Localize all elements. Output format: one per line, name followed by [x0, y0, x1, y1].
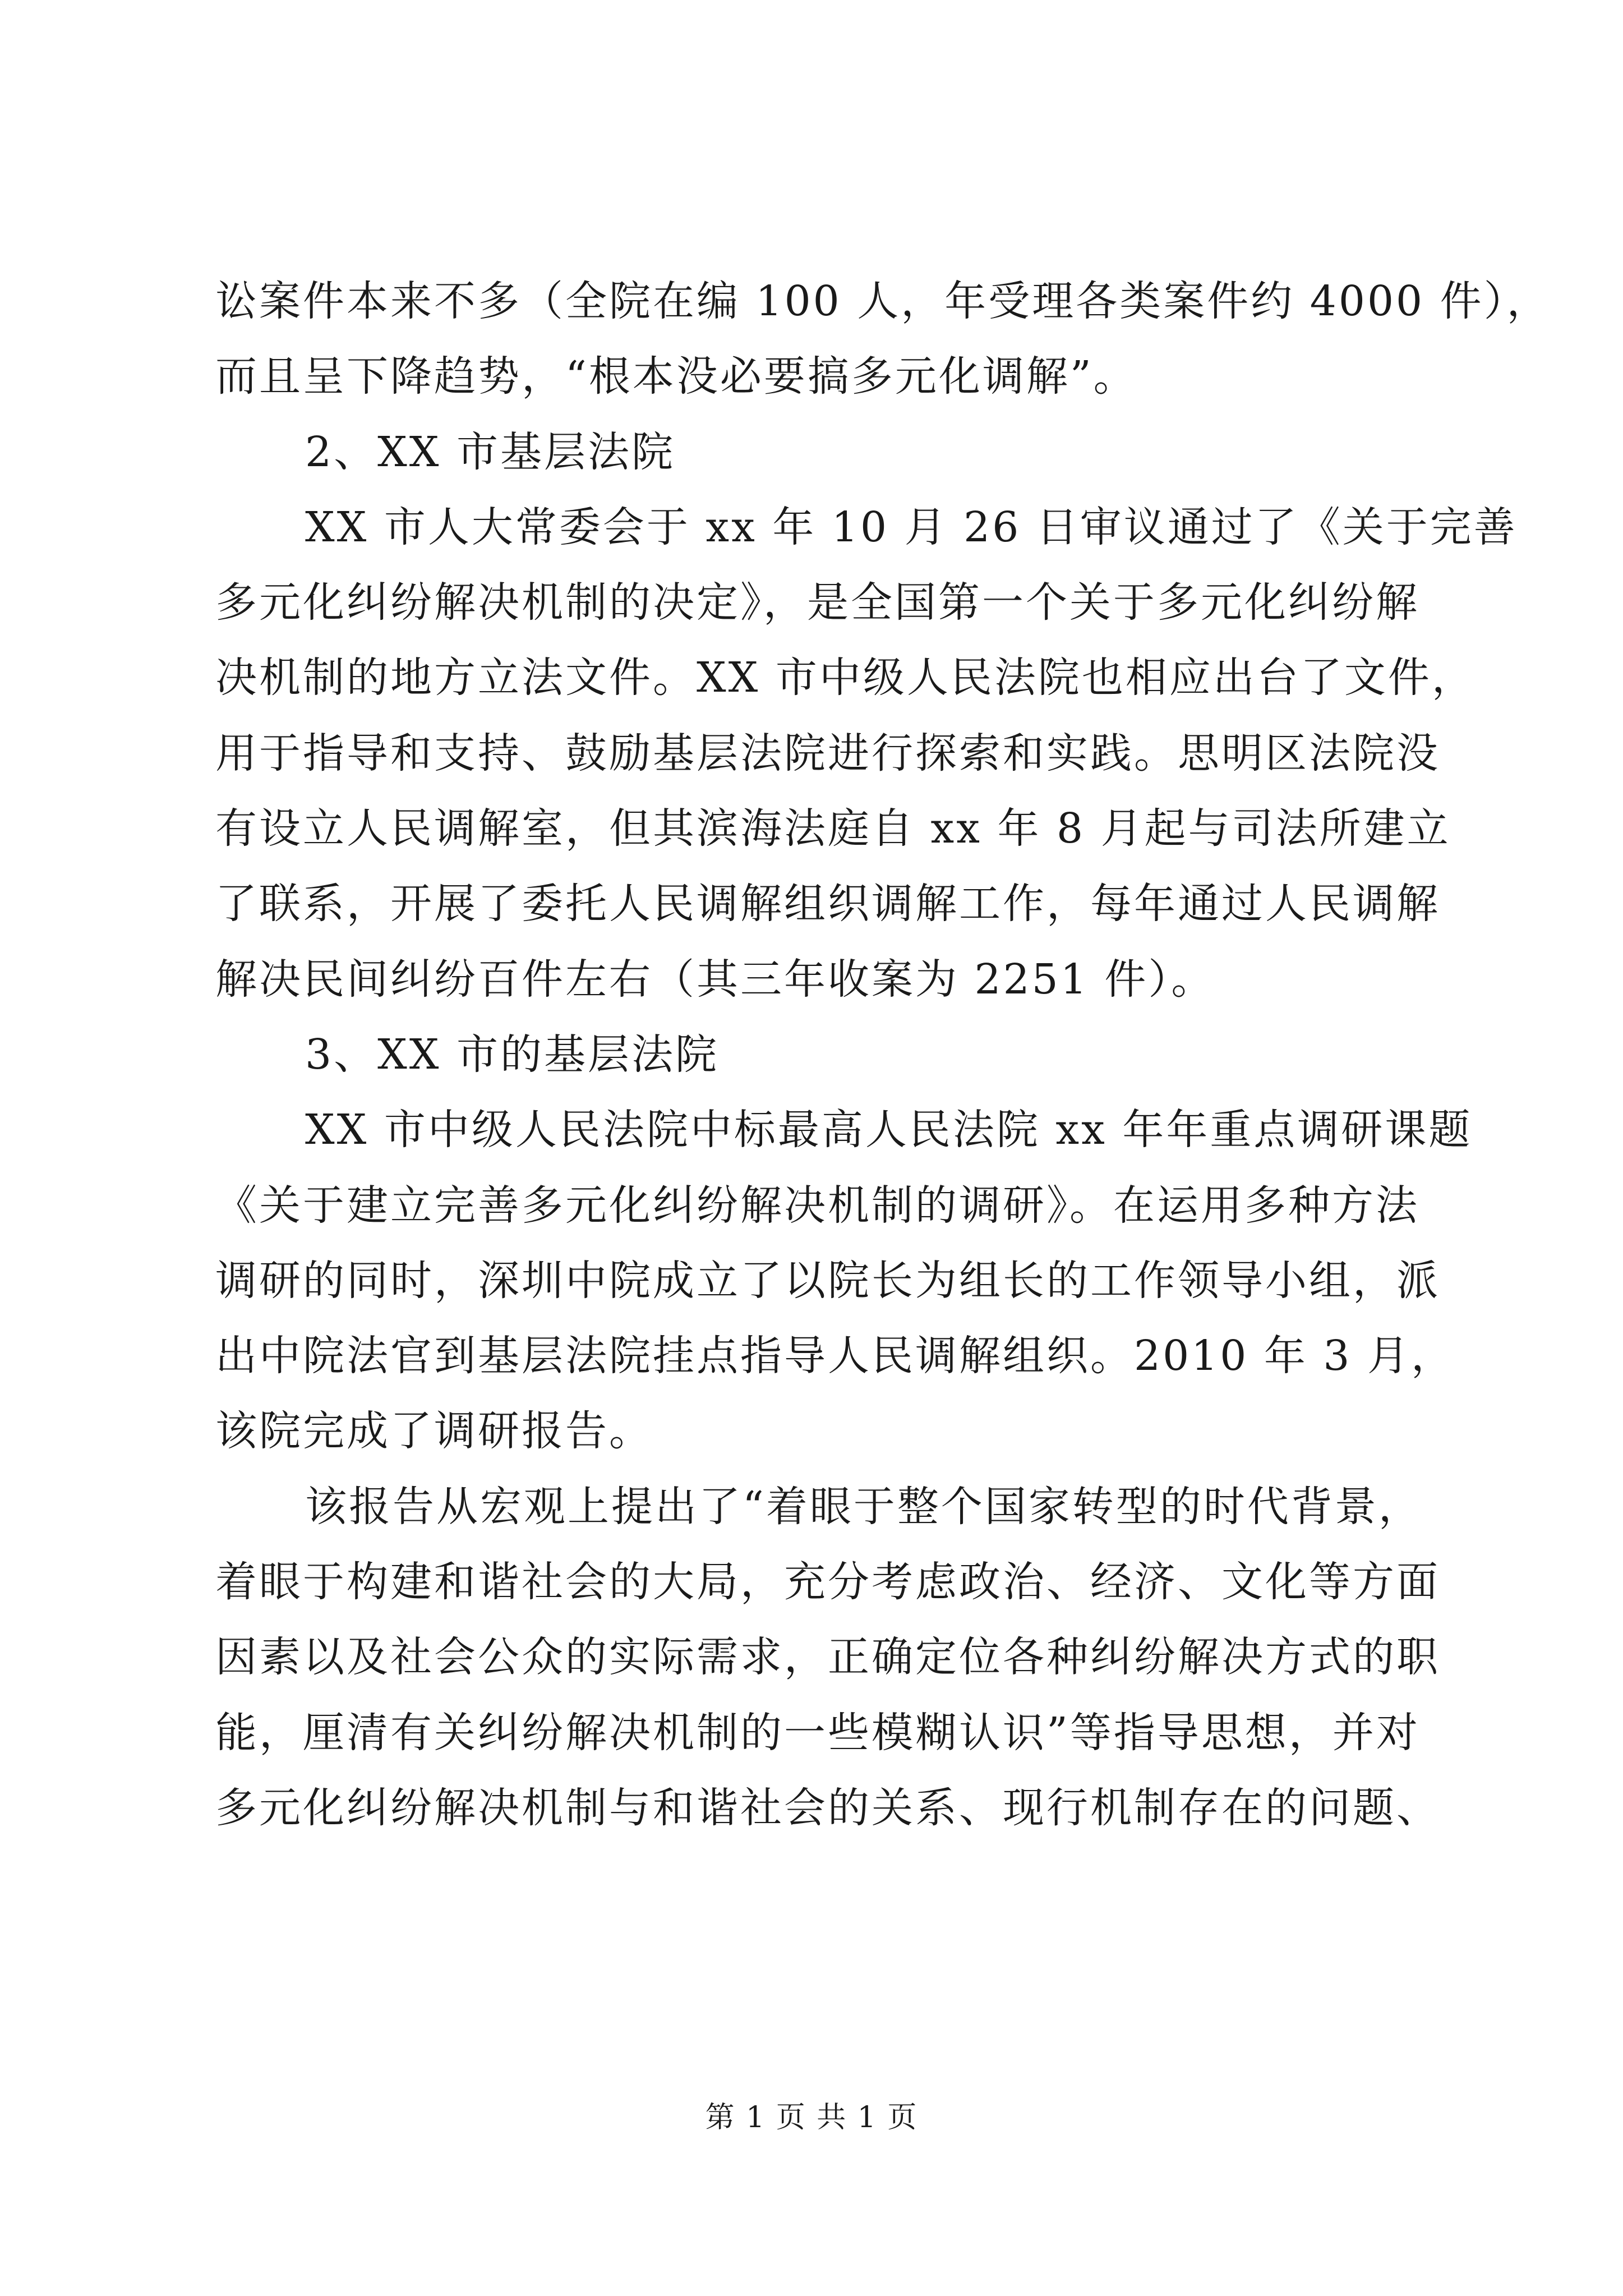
document-body — [215, 264, 1551, 1846]
text-line: 着眼于构建和谐社会的大局，充分考虑政治、经济、文化等方面 — [215, 1558, 1440, 1607]
text-line: 多元化纠纷解决机制与和谐社会的关系、现行机制存在的问题、 — [215, 1783, 1440, 1832]
section-heading: 2、XX 市基层法院 — [305, 427, 675, 476]
text-line: 该院完成了调研报告。 — [215, 1407, 653, 1456]
text-line: 有设立人民调解室，但其滨海法庭自 xx 年 8 月起与司法所建立 — [215, 804, 1451, 853]
text-line: 《关于建立完善多元化纠纷解决机制的调研》。在运用多种方法 — [215, 1181, 1419, 1230]
text-line: 了联系，开展了委托人民调解组织调解工作，每年通过人民调解 — [215, 880, 1440, 928]
text-line: 而且呈下降趋势，“根本没必要搞多元化调解”。 — [215, 352, 1137, 401]
text-line: 该报告从宏观上提出了“着眼于整个国家转型的时代背景， — [305, 1482, 1422, 1531]
text-line: 调研的同时，深圳中院成立了以院长为组长的工作领导小组，派 — [215, 1256, 1440, 1305]
section-heading: 3、XX 市的基层法院 — [305, 1030, 719, 1079]
text-line: XX 市人大常委会于 xx 年 10 月 26 日审议通过了《关于完善 — [305, 503, 1518, 551]
text-line: 因素以及社会公众的实际需求，正确定位各种纠纷解决方式的职 — [215, 1633, 1440, 1682]
text-line: 出中院法官到基层法院挂点指导人民调解组织。2010 年 3 月， — [215, 1332, 1455, 1381]
text-line: XX 市中级人民法院中标最高人民法院 xx 年年重点调研课题 — [305, 1106, 1473, 1154]
text-line: 能，厘清有关纠纷解决机制的一些模糊认识”等指导思想，并对 — [215, 1708, 1420, 1757]
text-line: 决机制的地方立法文件。XX 市中级人民法院也相应出台了文件， — [215, 654, 1476, 702]
text-line: 多元化纠纷解决机制的决定》，是全国第一个关于多元化纠纷解 — [215, 578, 1419, 627]
page-footer: 第 1 页 共 1 页 — [705, 2101, 918, 2134]
text-line: 讼案件本来不多（全院在编 100 人，年受理各类案件约 4000 件）， — [215, 277, 1551, 325]
text-line: 用于指导和支持、鼓励基层法院进行探索和实践。思明区法院没 — [215, 729, 1440, 777]
text-line: 解决民间纠纷百件左右（其三年收案为 2251 件）。 — [215, 955, 1215, 1004]
